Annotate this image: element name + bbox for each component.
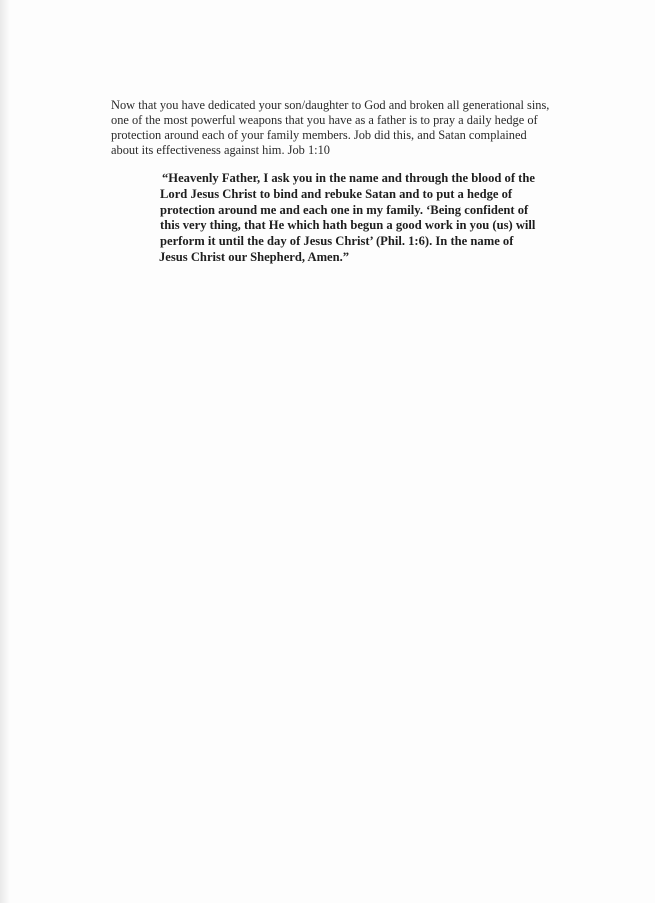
paragraph-line: one of the most powerful weapons that you have as a father is to pray a daily hedge of <box>111 113 538 127</box>
prayer-line: Lord Jesus Christ to bind and rebuke Satan and to put a hedge of <box>160 186 513 201</box>
paragraph-line: about its effectiveness against him. Job 1:10 <box>111 143 330 157</box>
paragraph-line: Now that you have dedicated your son/daughter to God and broken all generational sins, <box>111 98 550 112</box>
prayer-line: protection around me and each one in my family. ‘Being confident of <box>160 202 529 217</box>
scan-edge-shadow <box>0 0 10 903</box>
prayer-line: “Heavenly Father, I ask you in the name and through the blood of the <box>162 171 535 185</box>
prayer-line: Jesus Christ our Shepherd, Amen.” <box>159 249 350 264</box>
intro-paragraph <box>111 98 601 158</box>
prayer-line: this very thing, that He which hath begun a good work in you (us) will <box>160 218 536 233</box>
prayer-block-quote <box>159 171 559 266</box>
prayer-line: perform it until the day of Jesus Christ’ (Phil. 1:6). In the name of <box>160 234 514 249</box>
paragraph-line: protection around each of your family members. Job did this, and Satan complained <box>111 128 527 142</box>
